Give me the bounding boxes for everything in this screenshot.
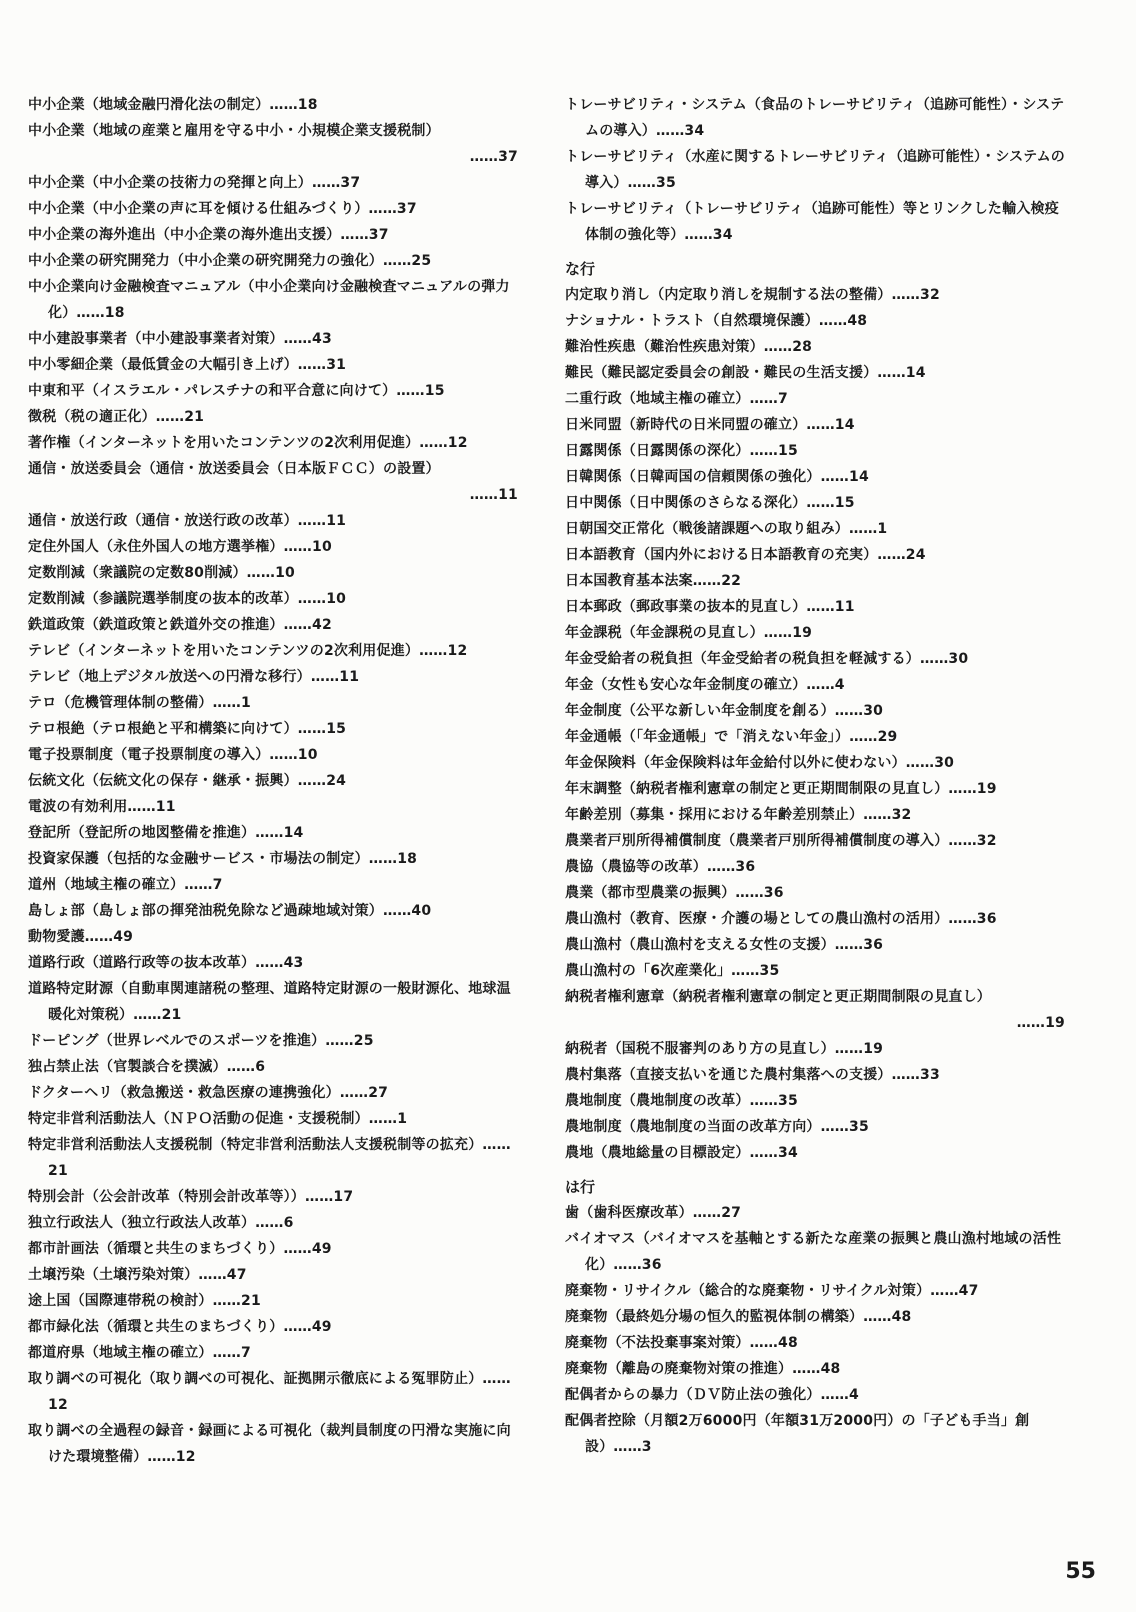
index-entry-text: 年金保険料（年金保険料は年金給付以外に使わない）……30 (565, 755, 955, 771)
index-entry-text: テレビ（インターネットを用いたコンテンツの2次利用促進）……12 (28, 643, 468, 659)
index-entry-text: 難民（難民認定委員会の創設・難民の生活支援）……14 (565, 365, 926, 381)
index-entry-text: 日本郵政（郵政事業の抜本的見直し）……11 (565, 599, 855, 615)
index-entry-text: 島しょ部（島しょ部の揮発油税免除など過疎地域対策）……40 (28, 903, 432, 919)
index-entry (565, 594, 1065, 620)
index-entry-text: バイオマス（バイオマスを基軸とする新たな産業の振興と農山漁村地域の活性化）……36 (565, 1231, 1062, 1273)
index-entry (28, 560, 518, 586)
index-entry (565, 1278, 1065, 1304)
index-entry (28, 430, 518, 456)
index-entry (565, 646, 1065, 672)
index-entry (28, 92, 518, 118)
index-entry-text: 日本国教育基本法案……22 (565, 573, 742, 589)
index-entry (28, 690, 518, 716)
index-entry-text: 動物愛護……49 (28, 929, 134, 945)
index-entry (565, 1062, 1065, 1088)
index-entry-text: 鉄道政策（鉄道政策と鉄道外交の推進）……42 (28, 617, 332, 633)
index-entry-text: 内定取り消し（内定取り消しを規制する法の整備）……32 (565, 287, 940, 303)
index-entry-text: 取り調べの全過程の録音・録画による可視化（裁判員制度の円滑な実施に向けた環境整備）……12 (28, 1423, 511, 1465)
index-entry-text: 道州（地域主権の確立）……7 (28, 877, 223, 893)
index-entry (28, 1106, 518, 1132)
index-entry (28, 976, 518, 1028)
index-entry-text: 特定非営利活動法人支援税制（特定非営利活動法人支援税制等の拡充）……21 (28, 1137, 511, 1179)
index-entry (565, 542, 1065, 568)
index-entry-text: 投資家保護（包括的な金融サービス・市場法の制定）……18 (28, 851, 418, 867)
index-entry (565, 1088, 1065, 1114)
index-entry-text: 著作権（インターネットを用いたコンテンツの2次利用促進）……12 (28, 435, 468, 451)
index-entry (565, 1330, 1065, 1356)
index-entry (28, 1340, 518, 1366)
index-entry-page: ……19 (1016, 1015, 1065, 1031)
index-entry-text: 日本語教育（国内外における日本語教育の充実）……24 (565, 547, 926, 563)
index-entry (565, 802, 1065, 828)
index-entry (565, 334, 1065, 360)
index-entry-text: 廃棄物・リサイクル（総合的な廃棄物・リサイクル対策）……47 (565, 1283, 979, 1299)
index-entry-text: 年末調整（納税者権利憲章の制定と更正期間制限の見直し）……19 (565, 781, 997, 797)
index-entry (28, 872, 518, 898)
index-entry-text: 年金制度（公平な新しい年金制度を創る）……30 (565, 703, 884, 719)
index-entry (28, 1288, 518, 1314)
index-entry-text: 日中関係（日中関係のさらなる深化）……15 (565, 495, 855, 511)
index-entry (28, 1418, 518, 1470)
index-entry (565, 360, 1065, 386)
index-entry (28, 1236, 518, 1262)
index-entry-text: 中小企業（地域の産業と雇用を守る中小・小規模企業支援税制） (28, 123, 440, 139)
index-entry-page: ……37 (469, 149, 518, 165)
index-entry-text: トレーサビリティ（トレーサビリティ（追跡可能性）等とリンクした輸入検疫体制の強化等）……34 (565, 201, 1059, 243)
index-entry-page: ……11 (469, 487, 518, 503)
index-entry-text: 電子投票制度（電子投票制度の導入）……10 (28, 747, 318, 763)
index-entry-text: トレーサビリティ（水産に関するトレーサビリティ（追跡可能性）・システムの導入）……35 (565, 149, 1065, 191)
index-entry (28, 898, 518, 924)
index-entry (565, 144, 1065, 196)
index-entry (28, 664, 518, 690)
index-entry (28, 378, 518, 404)
index-entry-text: 都道府県（地域主権の確立）……7 (28, 1345, 251, 1361)
index-entry-text: 中小企業向け金融検査マニュアル（中小企業向け金融検査マニュアルの弾力化）……18 (28, 279, 510, 321)
index-entry-text: 日韓関係（日韓両国の信頼関係の強化）……14 (565, 469, 869, 485)
index-entry-text: 配偶者からの暴力（ＤＶ防止法の強化）……4 (565, 1387, 859, 1403)
index-entry (565, 1036, 1065, 1062)
index-entry-text: 農業（都市型農業の振興）……36 (565, 885, 784, 901)
index-column-left (28, 92, 518, 1470)
index-entry-text: 取り調べの可視化（取り調べの可視化、証拠開示徹底による冤罪防止）……12 (28, 1371, 511, 1413)
index-entry-text: 年金通帳（「年金通帳」で「消えない年金」）……29 (565, 729, 898, 745)
index-entry (28, 222, 518, 248)
index-entry-text: 廃棄物（最終処分場の恒久的監視体制の構築）……48 (565, 1309, 912, 1325)
index-entry-text: 日朝国交正常化（戦後諸課題への取り組み）……1 (565, 521, 888, 537)
index-entry-text: 中小企業（地域金融円滑化法の制定）……18 (28, 97, 318, 113)
index-entry-text: 年金（女性も安心な年金制度の確立）……4 (565, 677, 845, 693)
index-entry-text: 日米同盟（新時代の日米同盟の確立）……14 (565, 417, 855, 433)
index-entry (565, 490, 1065, 516)
index-entry-text: 納税者（国税不服審判のあり方の見直し）……19 (565, 1041, 884, 1057)
index-entry-text: 中小企業の海外進出（中小企業の海外進出支援）……37 (28, 227, 389, 243)
index-entry-text: 歯（歯科医療改革）……27 (565, 1205, 742, 1221)
index-entry (28, 1366, 518, 1418)
index-entry (565, 724, 1065, 750)
index-entry-text: 農地（農地総量の目標設定）……34 (565, 1145, 798, 1161)
index-entry-text: 農協（農協等の改革）……36 (565, 859, 756, 875)
index-entry-text: 年金課税（年金課税の見直し）……19 (565, 625, 813, 641)
index-entry (565, 282, 1065, 308)
index-entry-text: 伝統文化（伝統文化の保存・継承・振興）……24 (28, 773, 347, 789)
index-entry (28, 326, 518, 352)
index-entry-text: 農山漁村の「6次産業化」……35 (565, 963, 780, 979)
index-entry (28, 1210, 518, 1236)
index-entry-text: 特別会計（公会計改革（特別会計改革等））……17 (28, 1189, 354, 1205)
index-entry (565, 464, 1065, 490)
index-entry (28, 1054, 518, 1080)
index-entry-text: 中東和平（イスラエル・パレスチナの和平合意に向けて）……15 (28, 383, 445, 399)
index-entry-text: 電波の有効利用……11 (28, 799, 176, 815)
index-entry-text: 都市緑化法（循環と共生のまちづくり）……49 (28, 1319, 332, 1335)
index-entry (565, 196, 1065, 248)
index-entry (28, 248, 518, 274)
index-entry (28, 638, 518, 664)
index-entry (28, 586, 518, 612)
index-entry (28, 794, 518, 820)
index-entry (565, 92, 1065, 144)
index-entry-text: ドーピング（世界レベルでのスポーツを推進）……25 (28, 1033, 374, 1049)
index-entry-text: テロ（危機管理体制の整備）……1 (28, 695, 251, 711)
index-entry-text: 定数削減（衆議院の定数80削減）……10 (28, 565, 295, 581)
index-entry (565, 1408, 1065, 1460)
index-entry (565, 776, 1065, 802)
index-entry-text: 定住外国人（永住外国人の地方選挙権）……10 (28, 539, 332, 555)
index-entry-text: 道路行政（道路行政等の抜本改革）……43 (28, 955, 304, 971)
index-entry (28, 768, 518, 794)
index-entry (565, 828, 1065, 854)
index-entry-text: 土壌汚染（土壌汚染対策）……47 (28, 1267, 247, 1283)
index-entry-text: 廃棄物（離島の廃棄物対策の推進）……48 (565, 1361, 841, 1377)
index-entry-text: 独占禁止法（官製談合を撲滅）……6 (28, 1059, 266, 1075)
index-entry-text: 定数削減（参議院選挙制度の抜本的改革）……10 (28, 591, 347, 607)
index-entry-text: 道路特定財源（自動車関連諸税の整理、道路特定財源の一般財源化、地球温暖化対策税）……21 (28, 981, 511, 1023)
index-entry-text: 通信・放送行政（通信・放送行政の改革）……11 (28, 513, 347, 529)
index-entry (28, 196, 518, 222)
index-entry-text: 中小企業（中小企業の技術力の発揮と向上）……37 (28, 175, 361, 191)
index-entry-text: 農地制度（農地制度の改革）……35 (565, 1093, 798, 1109)
index-entry (28, 118, 518, 170)
page-number: 55 (1065, 1559, 1096, 1584)
index-entry-text: 二重行政（地域主権の確立）……7 (565, 391, 788, 407)
index-entry (565, 906, 1065, 932)
index-entry-text: 農村集落（直接支払いを通じた農村集落への支援）……33 (565, 1067, 940, 1083)
index-entry (28, 820, 518, 846)
index-entry (565, 1356, 1065, 1382)
index-entry (28, 924, 518, 950)
index-entry (28, 1080, 518, 1106)
index-entry-text: 特定非営利活動法人（ＮＰＯ活動の促進・支援税制）……1 (28, 1111, 408, 1127)
index-entry (28, 508, 518, 534)
index-entry-text: 通信・放送委員会（通信・放送委員会（日本版ＦＣＣ）の設置） (28, 461, 440, 477)
index-entry (565, 750, 1065, 776)
index-entry (565, 568, 1065, 594)
index-entry-text: トレーサビリティ・システム（食品のトレーサビリティ（追跡可能性）・システムの導入）……34 (565, 97, 1065, 139)
index-entry-text: 都市計画法（循環と共生のまちづくり）……49 (28, 1241, 332, 1257)
index-entry-text: 年金受給者の税負担（年金受給者の税負担を軽減する）……30 (565, 651, 969, 667)
index-entry (28, 170, 518, 196)
index-entry-text: 納税者権利憲章（納税者権利憲章の制定と更正期間制限の見直し） (565, 989, 991, 1005)
index-entry (28, 1132, 518, 1184)
index-entry-text: 中小建設事業者（中小建設事業者対策）……43 (28, 331, 332, 347)
index-entry-text: ナショナル・トラスト（自然環境保護）……48 (565, 313, 868, 329)
index-entry-text: ドクターヘリ（救急搬送・救急医療の連携強化）……27 (28, 1085, 389, 1101)
index-entry (565, 854, 1065, 880)
index-entry-text: 中小零細企業（最低賃金の大幅引き上げ）……31 (28, 357, 347, 373)
index-entry-text: 独立行政法人（独立行政法人改革）……6 (28, 1215, 294, 1231)
index-entry-text: テレビ（地上デジタル放送への円滑な移行）……11 (28, 669, 360, 685)
index-entry (28, 1314, 518, 1340)
index-entry (565, 1114, 1065, 1140)
index-entry (565, 516, 1065, 542)
index-entry-text: 廃棄物（不法投棄事案対策）……48 (565, 1335, 798, 1351)
index-entry (565, 412, 1065, 438)
index-entry (28, 950, 518, 976)
index-entry-text: 登記所（登記所の地図整備を推進）……14 (28, 825, 304, 841)
index-entry (28, 274, 518, 326)
index-entry (565, 958, 1065, 984)
index-entry (565, 1226, 1065, 1278)
index-entry (565, 620, 1065, 646)
index-entry-text: テロ根絶（テロ根絶と平和構築に向けて）……15 (28, 721, 347, 737)
index-entry (28, 1262, 518, 1288)
index-entry-text: 年齢差別（募集・採用における年齢差別禁止）……32 (565, 807, 912, 823)
index-entry (28, 352, 518, 378)
index-column-right (565, 92, 1065, 1460)
index-entry (28, 1184, 518, 1210)
index-entry-text: 農地制度（農地制度の当面の改革方向）……35 (565, 1119, 869, 1135)
index-entry-text: 配偶者控除（月額2万6000円（年額31万2000円）の「子ども手当」創設）……3 (565, 1413, 1030, 1455)
index-entry (565, 1140, 1065, 1166)
index-entry (28, 716, 518, 742)
index-entry-text: 徴税（税の適正化）……21 (28, 409, 205, 425)
index-entry-text: 途上国（国際連帯税の検討）……21 (28, 1293, 261, 1309)
index-entry-text: 中小企業（中小企業の声に耳を傾ける仕組みづくり）……37 (28, 201, 417, 217)
index-entry (28, 612, 518, 638)
index-entry (565, 438, 1065, 464)
index-entry (565, 308, 1065, 334)
index-entry-text: 農業者戸別所得補償制度（農業者戸別所得補償制度の導入）……32 (565, 833, 997, 849)
section-heading: は行 (565, 1178, 596, 1196)
index-entry-text: 難治性疾患（難治性疾患対策）……28 (565, 339, 813, 355)
index-entry (565, 932, 1065, 958)
index-entry (28, 404, 518, 430)
index-entry (28, 456, 518, 508)
index-entry (28, 742, 518, 768)
section-heading: な行 (565, 260, 596, 278)
index-entry (565, 672, 1065, 698)
index-entry (565, 984, 1065, 1036)
index-entry (28, 846, 518, 872)
index-entry-text: 農山漁村（教育、医療・介護の場としての農山漁村の活用）……36 (565, 911, 997, 927)
index-entry (565, 1200, 1065, 1226)
index-entry-text: 中小企業の研究開発力（中小企業の研究開発力の強化）……25 (28, 253, 432, 269)
index-entry (565, 1382, 1065, 1408)
index-entry-text: 農山漁村（農山漁村を支える女性の支援）……36 (565, 937, 884, 953)
index-entry (28, 1028, 518, 1054)
index-entry (565, 880, 1065, 906)
index-entry (565, 386, 1065, 412)
index-entry-text: 日露関係（日露関係の深化）……15 (565, 443, 798, 459)
index-entry (28, 534, 518, 560)
index-entry (565, 1304, 1065, 1330)
index-entry (565, 698, 1065, 724)
